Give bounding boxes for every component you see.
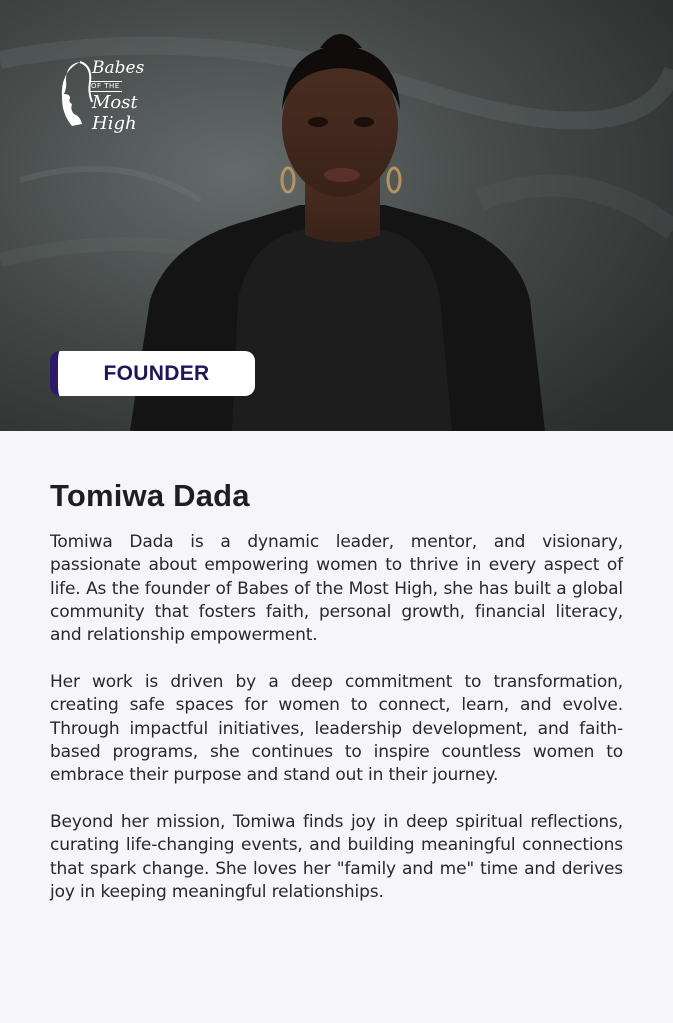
bio-paragraph: Beyond her mission, Tomiwa finds joy in deep spiritual reflections, curating life-changing events, and building meaningful connections that spark change. She loves her "family and me" time and derives joy in keeping meaningful relationships.: [50, 811, 623, 902]
babes-of-the-most-high-logo: [58, 58, 188, 134]
founder-badge-label: FOUNDER: [103, 361, 210, 385]
founder-name: Tomiwa Dada: [50, 478, 250, 513]
woman-silhouette-icon: [58, 58, 94, 128]
logo-text-of-the: OF THE: [91, 82, 120, 90]
bio-paragraph: Tomiwa Dada is a dynamic leader, mentor, and visionary, passionate about empowering women to thrive in every aspect of life. As the founder of Babes of the Most High, she has built a global community that fosters faith, personal growth, financial literacy, and relationship empowerment.: [50, 532, 623, 646]
logo-text-babes: Babes: [92, 58, 145, 78]
founder-badge: [50, 351, 255, 396]
bio-paragraph: Her work is driven by a deep commitment to transformation, creating safe spaces for women to connect, learn, and evolve. Through impactful initiatives, leadership development, and faith-based programs, she continues to inspire countless women to embrace their purpose and stand out in their journey.: [50, 671, 623, 786]
logo-text-most-high: Most High: [92, 92, 138, 134]
founder-bio: [50, 531, 623, 928]
hero-photo-section: [0, 0, 673, 431]
